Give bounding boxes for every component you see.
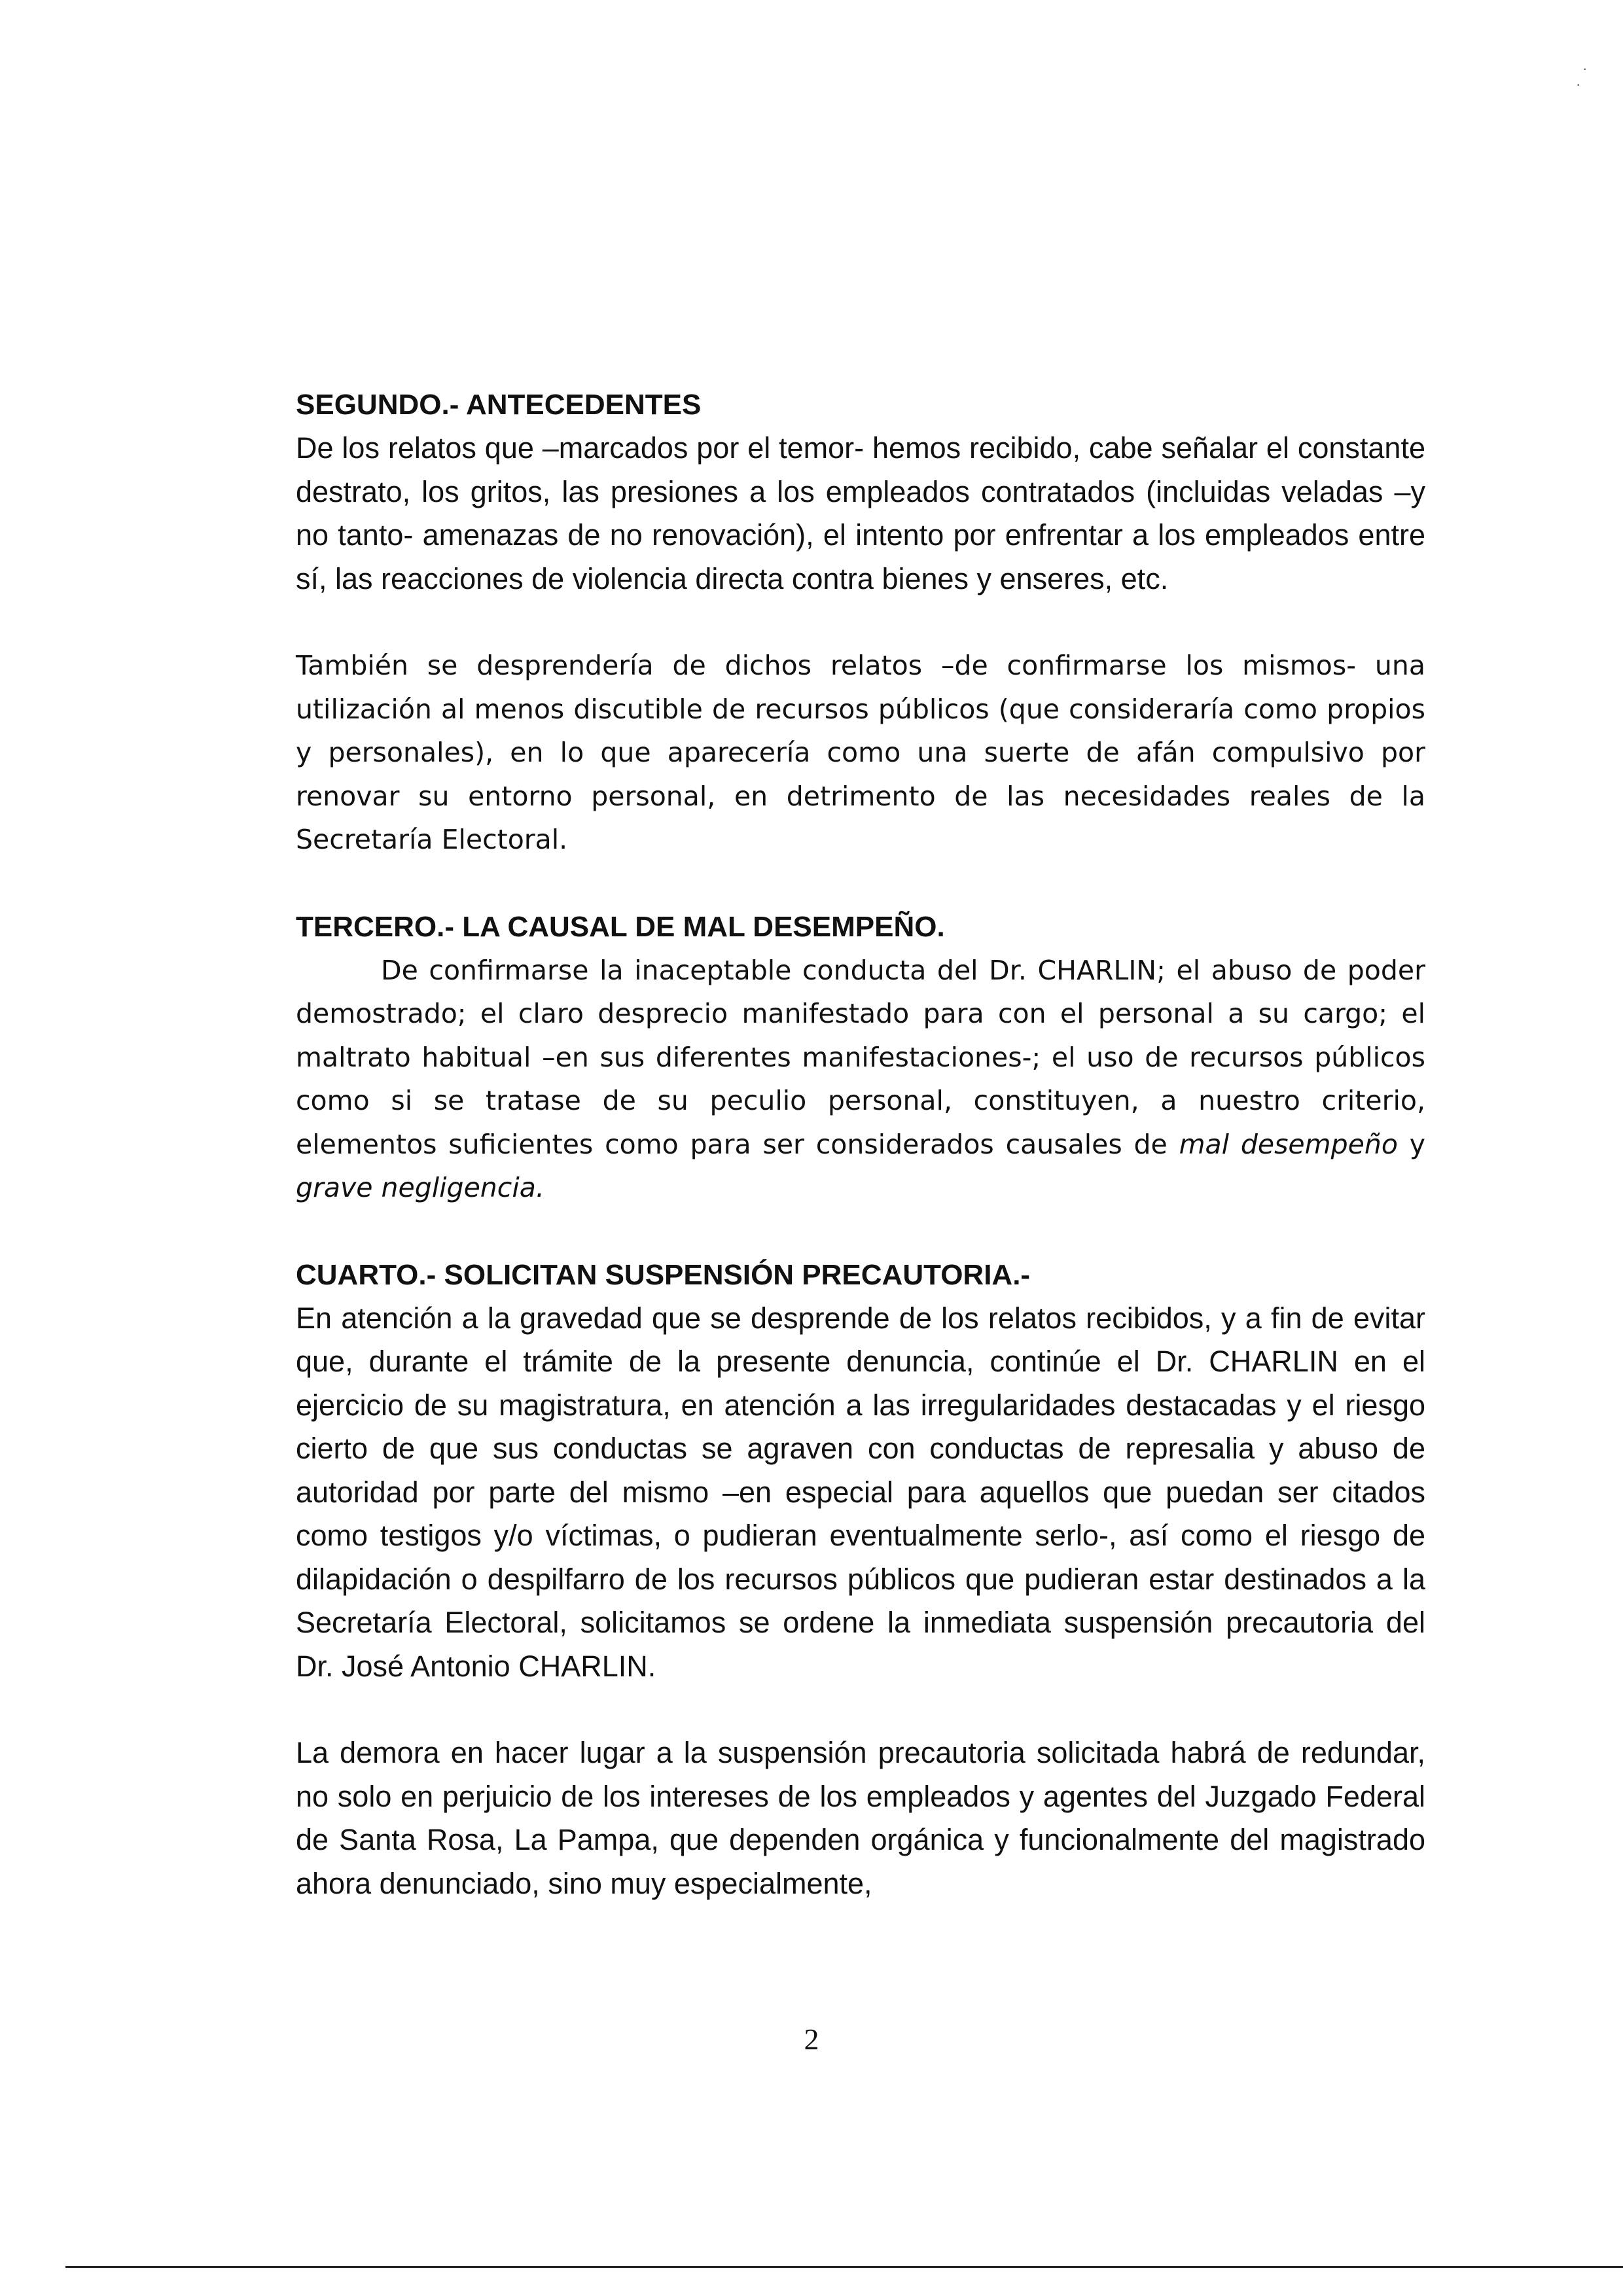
paragraph-segundo-1: De los relatos que –marcados por el temor- hemos recibido, cabe señalar el constante destrato, los gritos, las presiones a los empleados contratados (incluidas veladas –y no tanto- amenazas de no renovación), el intento por enfrentar a los empleados entre sí, las reacciones de violencia directa contra bienes y enseres, etc. <box>296 431 1425 595</box>
scan-speck: · <box>1576 76 1581 92</box>
term-connector: y <box>1409 1128 1425 1160</box>
section-heading-cuarto: CUARTO.- SOLICITAN SUSPENSIÓN PRECAUTORIA.- <box>296 1258 1031 1291</box>
term-mal-desempeno: mal desempeño <box>1179 1128 1398 1160</box>
scan-speck: · <box>1582 60 1588 77</box>
document-page <box>296 383 1425 1905</box>
paragraph-tercero-text: De confirmarse la inaceptable conducta del Dr. CHARLIN; el abuso de poder demostrado; el claro desprecio manifestado para con el personal a su cargo; el maltrato habitual –en sus diferentes manifestaciones-; el uso de recursos públicos como si se tratase de su peculio personal, constituyen, a nuestro criterio, elementos suficientes como para ser considerados causales de <box>296 954 1425 1160</box>
paragraph-tercero <box>296 949 1425 1210</box>
paragraph-cuarto-1: En atención a la gravedad que se desprende de los relatos recibidos, y a fin de evitar que, durante el trámite de la presente denuncia, continúe el Dr. CHARLIN en el ejercicio de su magistratura, en atención a las irregularidades destacadas y el riesgo cierto de que sus conductas se agraven con conductas de represalia y abuso de autoridad por parte del mismo –en especial para aquellos que puedan ser citados como testigos y/o víctimas, o pudieran eventualmente serlo-, así como el riesgo de dilapidación o despilfarro de los recursos públicos que pudieran estar destinados a la Secretaría Electoral, solicitamos se ordene la inmediata suspensión precautoria del Dr. José Antonio CHARLIN. <box>296 1301 1425 1683</box>
section-heading-tercero: TERCERO.- LA CAUSAL DE MAL DESEMPEÑO. <box>296 910 945 943</box>
footer-rule <box>65 2266 1623 2268</box>
paragraph-segundo-2: También se desprendería de dichos relatos –de confirmarse los mismos- una utilización al menos discutible de recursos públicos (que consideraría como propios y personales), en lo que aparecería como una suerte de afán compulsivo por renovar su entorno personal, en detrimento de las necesidades reales de la Secretaría Electoral. <box>296 650 1425 855</box>
section-heading-segundo: SEGUNDO.- ANTECEDENTES <box>296 389 702 421</box>
page-number: 2 <box>804 2022 819 2056</box>
paragraph-cuarto-2: La demora en hacer lugar a la suspensión precautoria solicitada habrá de redundar, no solo en perjuicio de los intereses de los empleados y agentes del Juzgado Federal de Santa Rosa, La Pampa, que dependen orgánica y funcionalmente del magistrado ahora denunciado, sino muy especialmente, <box>296 1736 1425 1900</box>
term-grave-negligencia: grave negligencia. <box>296 1172 544 1203</box>
